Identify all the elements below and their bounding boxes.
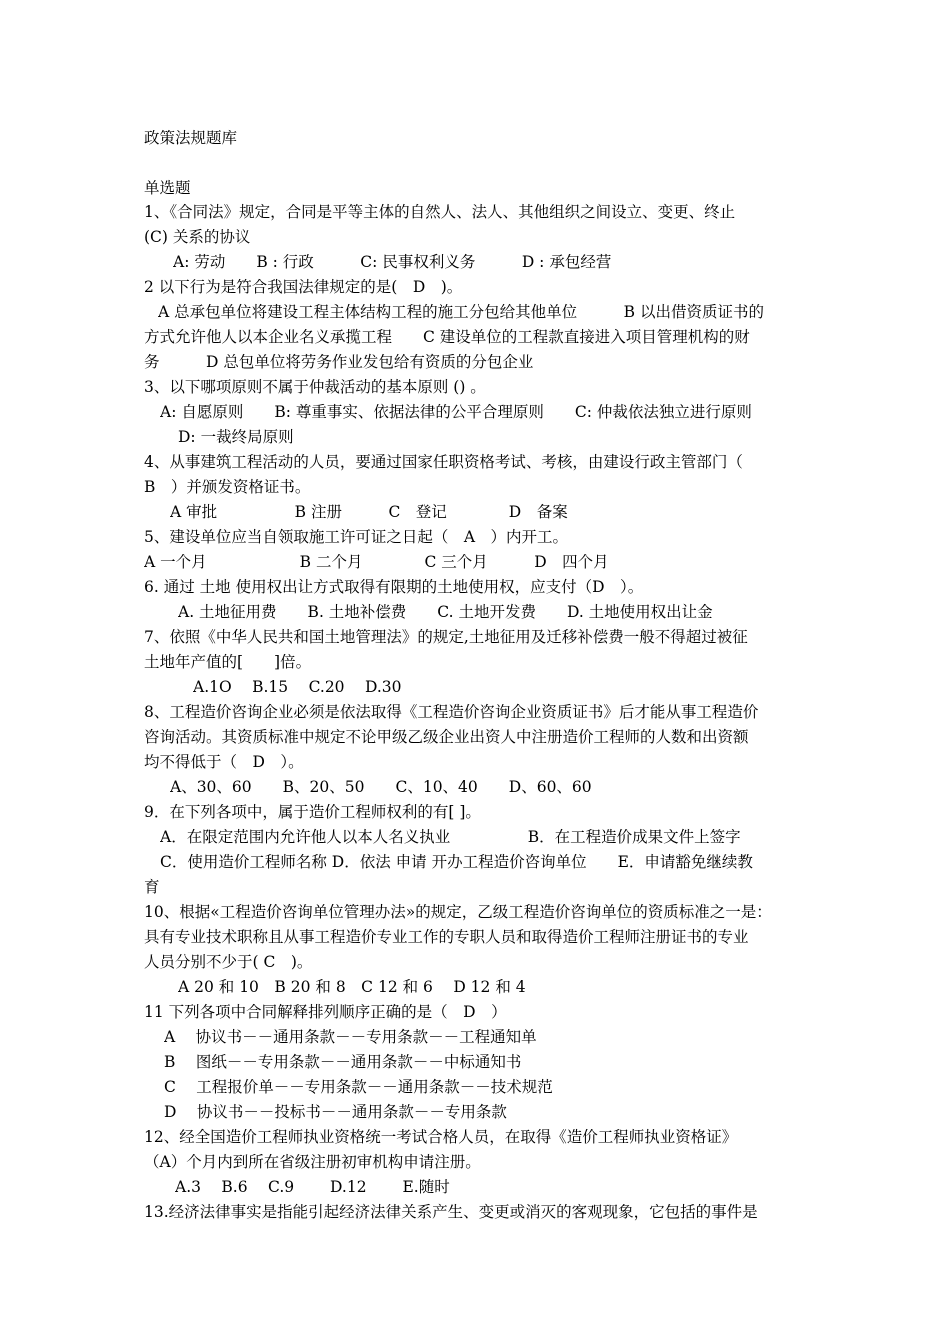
question-line: 土地年产值的[ ]倍。 (144, 653, 312, 671)
option-line: C 工程报价单－－专用条款－－通用条款－－技术规范 (164, 1078, 553, 1096)
question-line: 5、建设单位应当自领取施工许可证之日起（ A ）内开工。 (144, 528, 569, 546)
option-line: 务 D 总包单位将劳务作业发包给有资质的分包企业 (144, 353, 534, 371)
question-line: （A）个月内到所在省级注册初审机构申请注册。 (144, 1153, 481, 1171)
question-line: 8、工程造价咨询企业必须是依法取得《工程造价咨询企业资质证书》后才能从事工程造价 (144, 703, 759, 721)
option-line: 方式允许他人以本企业名义承揽工程 C 建设单位的工程款直接进入项目管理机构的财 (144, 328, 750, 346)
section-heading: 单选题 (144, 179, 191, 197)
option-line: A．在限定范围内允许他人以本人名义执业 B．在工程造价成果文件上签字 (160, 828, 741, 846)
question-line: 12、经全国造价工程师执业资格统一考试合格人员，在取得《造价工程师执业资格证》 (144, 1128, 738, 1146)
question-line: 均不得低于（ D ）。 (144, 753, 304, 771)
question-line: 3、以下哪项原则不属于仲裁活动的基本原则 () 。 (144, 378, 486, 396)
question-line: 10、根据«工程造价咨询单位管理办法»的规定，乙级工程造价咨询单位的资质标准之一是： (144, 903, 772, 921)
option-line: A.1O B.15 C.20 D.30 (193, 678, 402, 696)
option-line: A.3 B.6 C.9 D.12 E.随时 (175, 1178, 450, 1196)
document-title: 政策法规题库 (144, 129, 238, 147)
question-line: 咨询活动。其资质标准中规定不论甲级乙级企业出资人中注册造价工程师的人数和出资额 (144, 728, 749, 746)
question-line: 人员分别不少于( C )。 (144, 953, 313, 971)
option-line: A、30、60 B、20、50 C、10、40 D、60、60 (170, 778, 592, 796)
question-line: 4、从事建筑工程活动的人员，要通过国家任职资格考试、考核，由建设行政主管部门（ (144, 453, 743, 471)
option-line: D: 一裁终局原则 (178, 428, 294, 446)
question-line: 2 以下行为是符合我国法律规定的是( D )。 (144, 278, 463, 296)
question-line: 具有专业技术职称且从事工程造价专业工作的专职人员和取得造价工程师注册证书的专业 (144, 928, 749, 946)
question-line: 1、《合同法》规定，合同是平等主体的自然人、法人、其他组织之间设立、变更、终止 (144, 203, 736, 221)
option-line: A 协议书－－通用条款－－专用条款－－工程通知单 (164, 1028, 537, 1046)
question-line: (C) 关系的协议 (144, 228, 251, 246)
option-line: B 图纸－－专用条款－－通用条款－－中标通知书 (164, 1053, 522, 1071)
option-line: A: 劳动 B : 行政 C: 民事权利义务 D : 承包经营 (173, 253, 612, 271)
option-line: D 协议书－－投标书－－通用条款－－专用条款 (164, 1103, 507, 1121)
question-line: B ）并颁发资格证书。 (144, 478, 311, 496)
question-line: 6. 通过 土地 使用权出让方式取得有限期的土地使用权，应支付（D ）。 (144, 578, 644, 596)
option-line: A: 自愿原则 B: 尊重事实、依据法律的公平合理原则 C: 仲裁依法独立进行原则 (160, 403, 752, 421)
question-line: 13.经济法律事实是指能引起经济法律关系产生、变更或消灭的客观现象，它包括的事件是 (144, 1203, 758, 1221)
option-line: A 总承包单位将建设工程主体结构工程的施工分包给其他单位 B 以出借资质证书的 (158, 303, 764, 321)
option-line: A 20 和 10 B 20 和 8 C 12 和 6 D 12 和 4 (178, 978, 526, 996)
option-line: A. 土地征用费 B. 土地补偿费 C. 土地开发费 D. 土地使用权出让金 (178, 603, 713, 621)
option-line: 育 (144, 878, 160, 896)
option-line: A 一个月 B 二个月 C 三个月 D 四个月 (144, 553, 609, 571)
option-line: C．使用造价工程师名称 D．依法 申请 开办工程造价咨询单位 E．申请豁免继续教 (160, 853, 753, 871)
question-line: 9．在下列各项中，属于造价工程师权利的有[ ]。 (144, 803, 481, 821)
option-line: A 审批 B 注册 C 登记 D 备案 (170, 503, 568, 521)
question-line: 7、依照《中华人民共和国土地管理法》的规定,土地征用及迁移补偿费一般不得超过被征 (144, 628, 748, 646)
question-line: 11 下列各项中合同解释排列顺序正确的是（ D ） (144, 1003, 507, 1021)
